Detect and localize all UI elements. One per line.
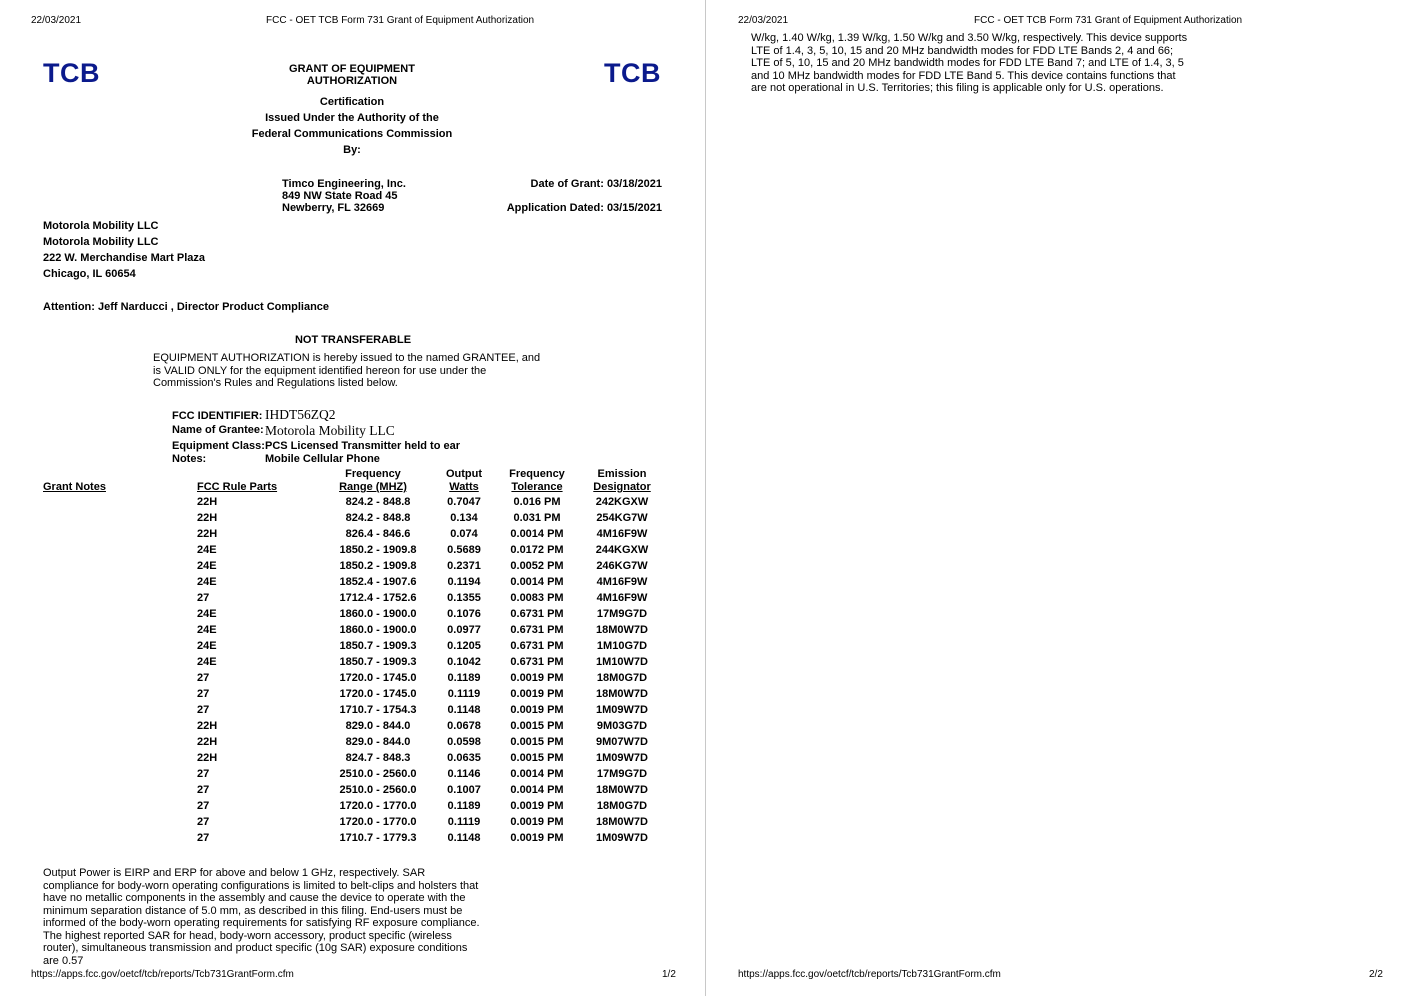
rule-part-cell: 22H <box>197 720 218 732</box>
fcc-identifier-value: IHDT56ZQ2 <box>265 407 336 422</box>
output-watts-cell: 0.1148 <box>447 704 481 716</box>
output-watts-cell: 0.2371 <box>447 560 481 572</box>
table-row <box>0 784 705 800</box>
output-watts-cell: 0.1194 <box>447 576 481 588</box>
grantee-address-line-1: Motorola Mobility LLC <box>43 220 159 232</box>
equipment-class-label: Equipment Class: <box>172 440 265 452</box>
table-row <box>0 528 705 544</box>
emission-designator-cell: 4M16F9W <box>596 592 648 604</box>
rule-part-cell: 22H <box>197 752 218 764</box>
footer-url[interactable]: https://apps.fcc.gov/oetcf/tcb/reports/Tcb731GrantForm.cfm <box>738 969 1001 980</box>
frequency-tolerance-cell: 0.0083 PM <box>510 592 564 604</box>
frequency-range-cell: 824.2 - 848.8 <box>345 496 411 508</box>
frequency-range-cell: 1712.4 - 1752.6 <box>339 592 417 604</box>
emission-designator-cell: 18M0W7D <box>596 816 648 828</box>
issued-line-1: Issued Under the Authority of the <box>265 112 439 124</box>
frequency-range-cell: 1850.2 - 1909.8 <box>339 560 417 572</box>
frequency-range-cell: 2510.0 - 2560.0 <box>339 784 417 796</box>
frequency-tolerance-cell: 0.0019 PM <box>510 800 564 812</box>
header-frequency-range <box>318 468 428 494</box>
frequency-tolerance-cell: 0.031 PM <box>513 512 561 524</box>
emission-designator-cell: 1M10W7D <box>596 656 648 668</box>
frequency-tolerance-cell: 0.6731 PM <box>510 608 564 620</box>
tcb-logo-right: TCB <box>604 58 661 88</box>
header-frequency-tolerance-top: Frequency <box>509 468 565 480</box>
table-row <box>0 704 705 720</box>
footer-page-number: 1/2 <box>662 969 676 980</box>
emission-designator-cell: 18M0W7D <box>596 784 648 796</box>
rule-part-cell: 24E <box>197 608 217 620</box>
frequency-tolerance-cell: 0.0014 PM <box>510 784 564 796</box>
header-emission-designator <box>586 468 658 494</box>
notes-label: Notes: <box>172 453 207 465</box>
grantee-address-line-2: Motorola Mobility LLC <box>43 236 159 248</box>
output-watts-cell: 0.074 <box>450 528 478 540</box>
table-row <box>0 832 705 848</box>
output-watts-cell: 0.1189 <box>447 672 481 684</box>
rule-part-cell: 27 <box>197 592 210 604</box>
output-watts-cell: 0.1119 <box>447 816 481 828</box>
rule-part-cell: 27 <box>197 832 210 844</box>
rule-part-cell: 22H <box>197 512 218 524</box>
rule-part-cell: 22H <box>197 496 218 508</box>
rule-part-cell: 27 <box>197 704 210 716</box>
rule-part-cell: 22H <box>197 528 218 540</box>
emission-designator-cell: 4M16F9W <box>596 528 648 540</box>
frequency-tolerance-cell: 0.0019 PM <box>510 688 564 700</box>
output-watts-cell: 0.1205 <box>447 640 481 652</box>
frequency-tolerance-cell: 0.0019 PM <box>510 704 564 716</box>
frequency-range-cell: 1850.7 - 1909.3 <box>339 656 417 668</box>
rule-part-cell: 22H <box>197 736 218 748</box>
frequency-tolerance-cell: 0.0052 PM <box>510 560 564 572</box>
frequency-tolerance-cell: 0.0015 PM <box>510 720 564 732</box>
table-row <box>0 640 705 656</box>
table-row <box>0 624 705 640</box>
header-frequency-range-bottom: Range (MHZ) <box>339 481 407 493</box>
output-watts-cell: 0.1119 <box>447 688 481 700</box>
header-emission-designator-bottom: Designator <box>593 481 651 493</box>
table-row <box>0 512 705 528</box>
table-row <box>0 608 705 624</box>
table-row <box>0 768 705 784</box>
frequency-range-cell: 824.2 - 848.8 <box>345 512 411 524</box>
table-row <box>0 816 705 832</box>
attention-line: Attention: Jeff Narducci , Director Product Compliance <box>43 301 330 313</box>
rule-part-cell: 24E <box>197 656 217 668</box>
table-row <box>0 656 705 672</box>
output-watts-cell: 0.0678 <box>447 720 481 732</box>
emission-designator-cell: 17M9G7D <box>596 768 648 780</box>
header-date: 22/03/2021 <box>31 15 82 26</box>
header-output-watts <box>434 468 494 494</box>
grantee-address-line-3: 222 W. Merchandise Mart Plaza <box>43 252 206 264</box>
frequency-range-cell: 2510.0 - 2560.0 <box>339 768 417 780</box>
table-row <box>0 736 705 752</box>
rule-part-cell: 24E <box>197 624 217 636</box>
output-watts-cell: 0.1355 <box>447 592 481 604</box>
output-watts-cell: 0.0635 <box>447 752 481 764</box>
output-watts-cell: 0.1148 <box>447 832 481 844</box>
header-frequency-range-top: Frequency <box>345 468 401 480</box>
frequency-range-cell: 829.0 - 844.0 <box>345 720 411 732</box>
rule-part-cell: 27 <box>197 688 210 700</box>
frequency-range-cell: 1710.7 - 1754.3 <box>339 704 417 716</box>
rule-part-cell: 27 <box>197 768 210 780</box>
frequency-tolerance-cell: 0.0015 PM <box>510 752 564 764</box>
application-dated: Application Dated: 03/15/2021 <box>506 202 662 214</box>
frequency-range-cell: 1720.0 - 1745.0 <box>339 672 417 684</box>
table-row <box>0 544 705 560</box>
grant-title-line-1: GRANT OF EQUIPMENT <box>289 63 415 75</box>
table-row <box>0 720 705 736</box>
frequency-range-cell: 1850.2 - 1909.8 <box>339 544 417 556</box>
rule-part-cell: 24E <box>197 560 217 572</box>
header-frequency-tolerance <box>498 468 576 494</box>
frequency-range-cell: 829.0 - 844.0 <box>345 736 411 748</box>
document-page-1 <box>0 0 705 996</box>
frequency-tolerance-cell: 0.6731 PM <box>510 624 564 636</box>
frequency-tolerance-cell: 0.0014 PM <box>510 576 564 588</box>
table-row <box>0 800 705 816</box>
emission-designator-cell: 18M0W7D <box>596 688 648 700</box>
table-row <box>0 752 705 768</box>
table-row <box>0 576 705 592</box>
tcb-name: Timco Engineering, Inc. <box>282 178 406 190</box>
header-title: FCC - OET TCB Form 731 Grant of Equipment Authorization <box>266 15 535 26</box>
document-page-2 <box>706 0 1411 996</box>
table-row <box>0 496 705 512</box>
rule-part-cell: 24E <box>197 640 217 652</box>
grantee-name-label: Name of Grantee: <box>172 424 264 436</box>
grantee-name-value: Motorola Mobility LLC <box>265 423 395 438</box>
output-watts-cell: 0.0977 <box>447 624 481 636</box>
output-watts-cell: 0.5689 <box>447 544 481 556</box>
header-grant-notes: Grant Notes <box>43 481 106 493</box>
rule-part-cell: 27 <box>197 800 210 812</box>
tcb-street: 849 NW State Road 45 <box>282 190 398 202</box>
emission-designator-cell: 18M0G7D <box>596 800 648 812</box>
rule-part-cell: 27 <box>197 784 210 796</box>
frequency-tolerance-cell: 0.0019 PM <box>510 832 564 844</box>
emission-designator-cell: 1M09W7D <box>596 704 648 716</box>
output-watts-cell: 0.0598 <box>447 736 481 748</box>
header-output-watts-top: Output <box>445 468 483 480</box>
not-transferable: NOT TRANSFERABLE <box>294 334 412 346</box>
frequency-tolerance-cell: 0.0019 PM <box>510 672 564 684</box>
fcc-identifier-label: FCC IDENTIFIER: <box>172 410 263 422</box>
frequency-tolerance-cell: 0.0172 PM <box>510 544 564 556</box>
emission-designator-cell: 246KG7W <box>596 560 648 572</box>
output-watts-cell: 0.1007 <box>447 784 481 796</box>
output-watts-cell: 0.1146 <box>447 768 481 780</box>
frequency-tolerance-cell: 0.0015 PM <box>510 736 564 748</box>
grantee-address-line-4: Chicago, IL 60654 <box>43 268 136 280</box>
issued-line-2: Federal Communications Commission <box>251 128 453 140</box>
output-watts-cell: 0.134 <box>450 512 478 524</box>
frequency-range-cell: 1710.7 - 1779.3 <box>339 832 417 844</box>
header-output-watts-bottom: Watts <box>449 481 479 493</box>
frequency-range-cell: 1850.7 - 1909.3 <box>339 640 417 652</box>
emission-designator-cell: 254KG7W <box>596 512 648 524</box>
frequency-range-cell: 826.4 - 846.6 <box>345 528 411 540</box>
output-watts-cell: 0.7047 <box>447 496 481 508</box>
equipment-class-value: PCS Licensed Transmitter held to ear <box>265 440 461 452</box>
emission-designator-cell: 9M07W7D <box>596 736 648 748</box>
footer-url[interactable]: https://apps.fcc.gov/oetcf/tcb/reports/Tcb731GrantForm.cfm <box>31 969 294 980</box>
frequency-range-cell: 1720.0 - 1770.0 <box>339 800 417 812</box>
header-frequency-tolerance-bottom: Tolerance <box>511 481 563 493</box>
date-of-grant: Date of Grant: 03/18/2021 <box>530 178 662 190</box>
table-row <box>0 672 705 688</box>
rule-part-cell: 27 <box>197 672 210 684</box>
output-watts-cell: 0.1076 <box>447 608 481 620</box>
output-watts-cell: 0.1042 <box>447 656 481 668</box>
certification-label: Certification <box>319 96 385 108</box>
frequency-range-cell: 1720.0 - 1745.0 <box>339 688 417 700</box>
tcb-city: Newberry, FL 32669 <box>282 202 385 214</box>
output-watts-cell: 0.1189 <box>447 800 481 812</box>
frequency-tolerance-cell: 0.0019 PM <box>510 816 564 828</box>
frequency-tolerance-cell: 0.6731 PM <box>510 640 564 652</box>
rule-part-cell: 27 <box>197 816 210 828</box>
emission-designator-cell: 1M09W7D <box>596 832 648 844</box>
grant-title-line-2: AUTHORIZATION <box>306 75 398 87</box>
emission-designator-cell: 17M9G7D <box>596 608 648 620</box>
emission-designator-cell: 1M10G7D <box>596 640 648 652</box>
footer-page-number: 2/2 <box>1369 969 1383 980</box>
frequency-tolerance-cell: 0.0014 PM <box>510 528 564 540</box>
emission-designator-cell: 4M16F9W <box>596 576 648 588</box>
frequency-range-cell: 1852.4 - 1907.6 <box>339 576 417 588</box>
authorization-text: EQUIPMENT AUTHORIZATION is hereby issued to the named GRANTEE, and is VALID ONLY for the equipment identified hereon for use under the Commission's Rules and Regulations listed below. <box>153 352 541 389</box>
header-rule-parts: FCC Rule Parts <box>197 481 278 493</box>
frequency-range-cell: 824.7 - 848.3 <box>345 752 411 764</box>
emission-designator-cell: 244KGXW <box>595 544 649 556</box>
emission-designator-cell: 18M0G7D <box>596 672 648 684</box>
rule-part-cell: 24E <box>197 544 217 556</box>
header-title: FCC - OET TCB Form 731 Grant of Equipment Authorization <box>974 15 1243 26</box>
header-emission-designator-top: Emission <box>597 468 647 480</box>
table-row <box>0 560 705 576</box>
frequency-tolerance-cell: 0.6731 PM <box>510 656 564 668</box>
frequency-range-cell: 1860.0 - 1900.0 <box>339 624 417 636</box>
table-row <box>0 688 705 704</box>
issued-line-3: By: <box>343 144 361 156</box>
rule-part-cell: 24E <box>197 576 217 588</box>
frequency-range-cell: 1860.0 - 1900.0 <box>339 608 417 620</box>
frequency-tolerance-cell: 0.016 PM <box>513 496 561 508</box>
emission-designator-cell: 9M03G7D <box>596 720 648 732</box>
emission-designator-cell: 1M09W7D <box>596 752 648 764</box>
frequency-tolerance-cell: 0.0014 PM <box>510 768 564 780</box>
footnote-text: Output Power is EIRP and ERP for above and below 1 GHz, respectively. SAR compliance for body-worn operating configurations is limited to belt-clips and holsters that have no metallic components in the assembly and cause the device to operate with the minimum separation distance of 5.0 mm, as described in this filing. End-users must be informed of the body-worn operating requirements for satisfying RF exposure compliance. The highest reported SAR for head, body-worn accessory, product specific (wireless router), simultaneous transmission and product specific (10g SAR) exposure conditions are 0.57 <box>43 867 480 967</box>
emission-designator-cell: 242KGXW <box>595 496 649 508</box>
frequency-range-cell: 1720.0 - 1770.0 <box>339 816 417 828</box>
emission-designator-cell: 18M0W7D <box>596 624 648 636</box>
header-date: 22/03/2021 <box>738 15 789 26</box>
continuation-text: W/kg, 1.40 W/kg, 1.39 W/kg, 1.50 W/kg and 3.50 W/kg, respectively. This device supports LTE of 1.4, 3, 5, 10, 15 and 20 MHz bandwidth modes for FDD LTE Bands 2, 4 and 66; LTE of 5, 10, 15 and 20 MHz bandwidth modes for FDD LTE Band 7; and LTE of 1.4, 3, 5 and 10 MHz bandwidth modes for FDD LTE Band 5. This device contains functions that are not operational in U.S. Territories; this filing is applicable only for U.S. operations. <box>751 32 1188 94</box>
tcb-logo-left: TCB <box>43 58 100 88</box>
table-row <box>0 592 705 608</box>
notes-value: Mobile Cellular Phone <box>265 453 380 465</box>
